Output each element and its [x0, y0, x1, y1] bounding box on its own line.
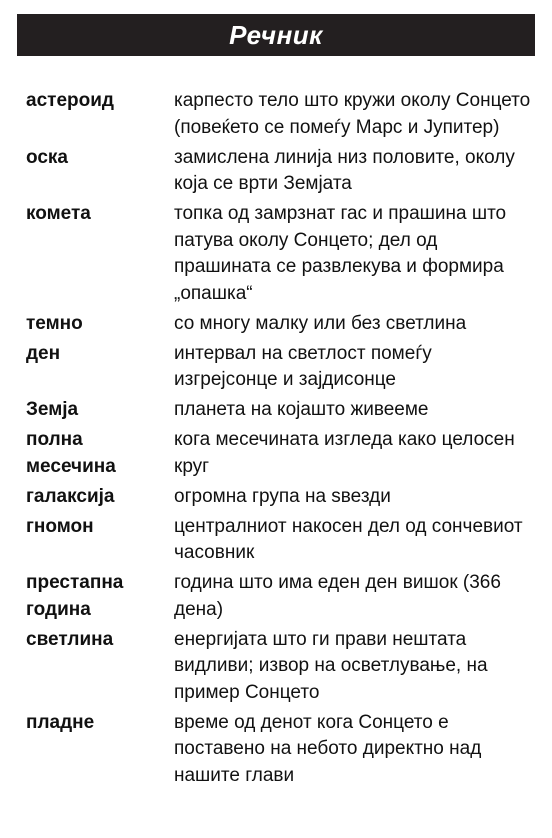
glossary-definition: интервал на светлост помеѓу изгрејсонце и зајдисонце — [174, 342, 432, 390]
glossary-list — [26, 88, 536, 793]
glossary-entry — [26, 427, 536, 480]
glossary-term: престапна година — [26, 572, 124, 620]
glossary-entry — [26, 201, 536, 307]
glossary-term: ден — [26, 342, 61, 364]
glossary-definition: енергијата што ги прави нештата видливи; извор на осветлување, на пример Сонцето — [174, 628, 488, 703]
glossary-definition: кога месечината изгледа како целосен круг — [174, 429, 515, 477]
glossary-entry — [26, 88, 536, 141]
glossary-entry — [26, 145, 536, 198]
page-title: Речник — [229, 19, 323, 50]
glossary-entry — [26, 311, 536, 338]
glossary-definition: централниот накосен дел од сончевиот часовник — [174, 515, 523, 563]
glossary-definition: карпесто тело што кружи околу Сонцето (повеќето се помеѓу Марс и Јупитер) — [174, 90, 531, 138]
glossary-term: Земја — [26, 399, 79, 420]
glossary-definition: планета на којашто живееме — [174, 399, 429, 420]
glossary-term: комета — [26, 203, 91, 224]
glossary-entry — [26, 570, 536, 623]
glossary-definition: замислена линија низ половите, околу која се врти Земјата — [174, 146, 515, 194]
glossary-term: галаксија — [26, 485, 115, 507]
glossary-entry — [26, 341, 536, 394]
glossary-definition: со многу малку или без светлина — [174, 312, 467, 334]
glossary-definition: огромна група на ѕвезди — [174, 485, 391, 507]
glossary-definition: топка од замрзнат гас и прашина што патува околу Сонцето; дел од прашината се развлекува и формира „опашка“ — [174, 203, 507, 304]
glossary-term: светлина — [26, 628, 114, 650]
glossary-term: полна месечина — [26, 429, 116, 477]
glossary-entry — [26, 627, 536, 707]
glossary-entry — [26, 514, 536, 567]
glossary-entry — [26, 397, 536, 424]
glossary-term: гномон — [26, 515, 94, 537]
glossary-definition: година што има еден ден вишок (366 дена) — [174, 572, 501, 620]
glossary-term: оска — [26, 146, 68, 168]
glossary-term: астероид — [26, 90, 114, 111]
glossary-term: пладне — [26, 711, 95, 733]
glossary-entry — [26, 484, 536, 511]
glossary-header — [17, 14, 535, 56]
glossary-entry — [26, 710, 536, 790]
glossary-term: темно — [26, 312, 83, 334]
glossary-definition: време од денот кога Сонцето е поставено на небото директно над нашите глави — [174, 711, 482, 786]
